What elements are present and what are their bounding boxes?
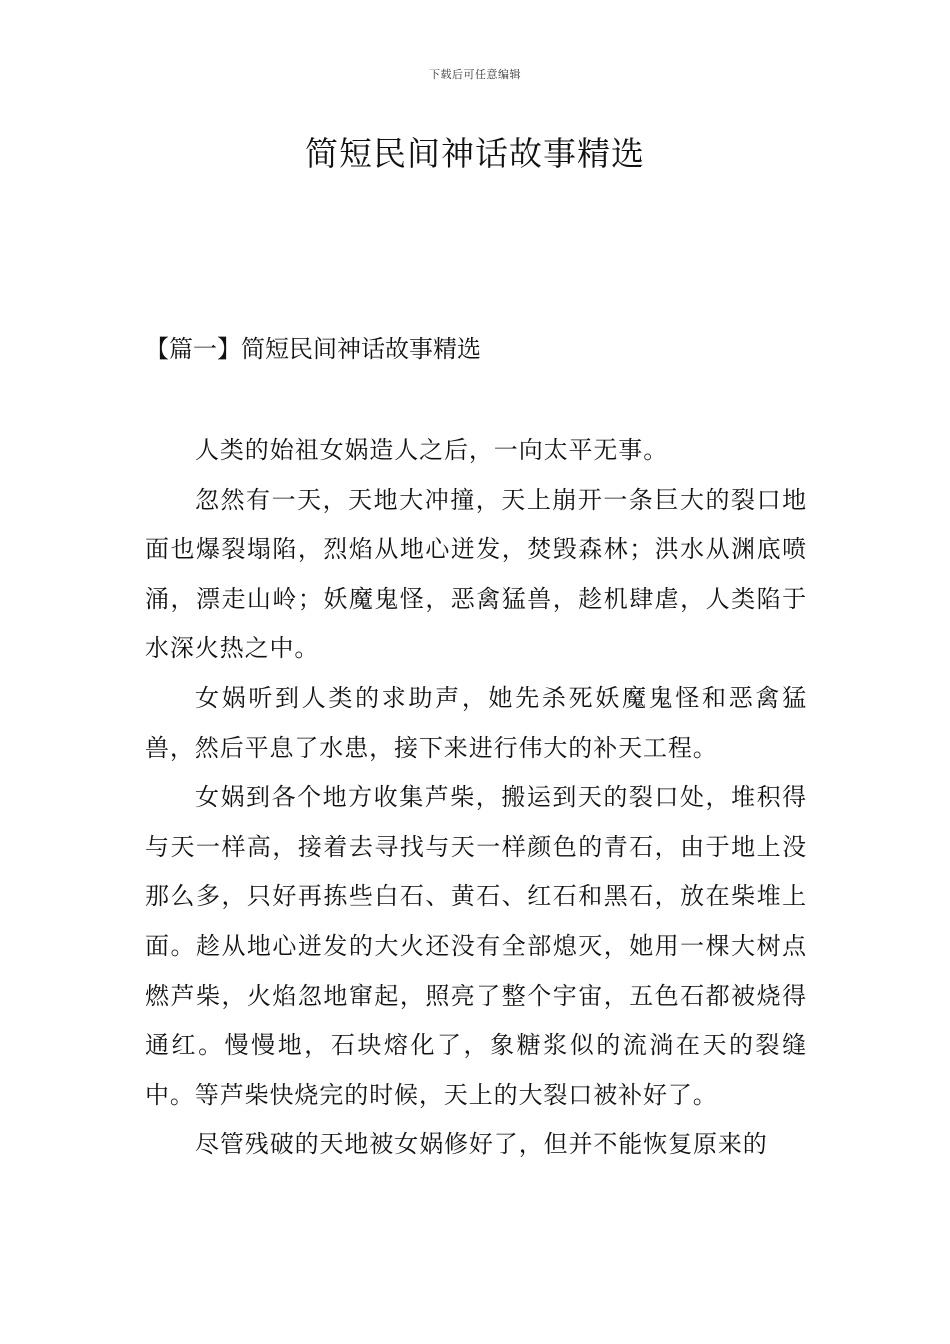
body-text xyxy=(145,426,807,1170)
document-title: 简短民间神话故事精选 xyxy=(305,134,645,173)
paragraph: 尽管残破的天地被女娲修好了，但并不能恢复原来的 xyxy=(195,1130,768,1159)
paragraph: 忽然有一天，天地大冲撞，天上崩开一条巨大的裂口地面也爆裂塌陷，烈焰从地心迸发，焚毁森林；洪水从渊底喷涌，漂走山岭；妖魔鬼怪，恶禽猛兽，趁机肆虐，人类陷于水深火热之中。 xyxy=(145,485,807,663)
paragraph: 女娲到各个地方收集芦柴，搬运到天的裂口处，堆积得与天一样高，接着去寻找与天一样颜色的青石，由于地上没那么多，只好再拣些白石、黄石、红石和黑石，放在柴堆上面。趁从地心迸发的大火还没有全部熄灭，她用一棵大树点燃芦柴，火焰忽地窜起，照亮了整个宇宙，五色石都被烧得通红。慢慢地，石块熔化了，象糖浆似的流淌在天的裂缝中。等芦柴快烧完的时候，天上的大裂口被补好了。 xyxy=(145,783,807,1109)
paragraph: 女娲听到人类的求助声，她先杀死妖魔鬼怪和恶禽猛兽，然后平息了水患，接下来进行伟大的补天工程。 xyxy=(145,683,807,762)
header-note: 下载后可任意编辑 xyxy=(429,68,521,81)
paragraph: 人类的始祖女娲造人之后，一向太平无事。 xyxy=(195,436,669,464)
section-heading: 【篇一】简短民间神话故事精选 xyxy=(145,335,481,363)
